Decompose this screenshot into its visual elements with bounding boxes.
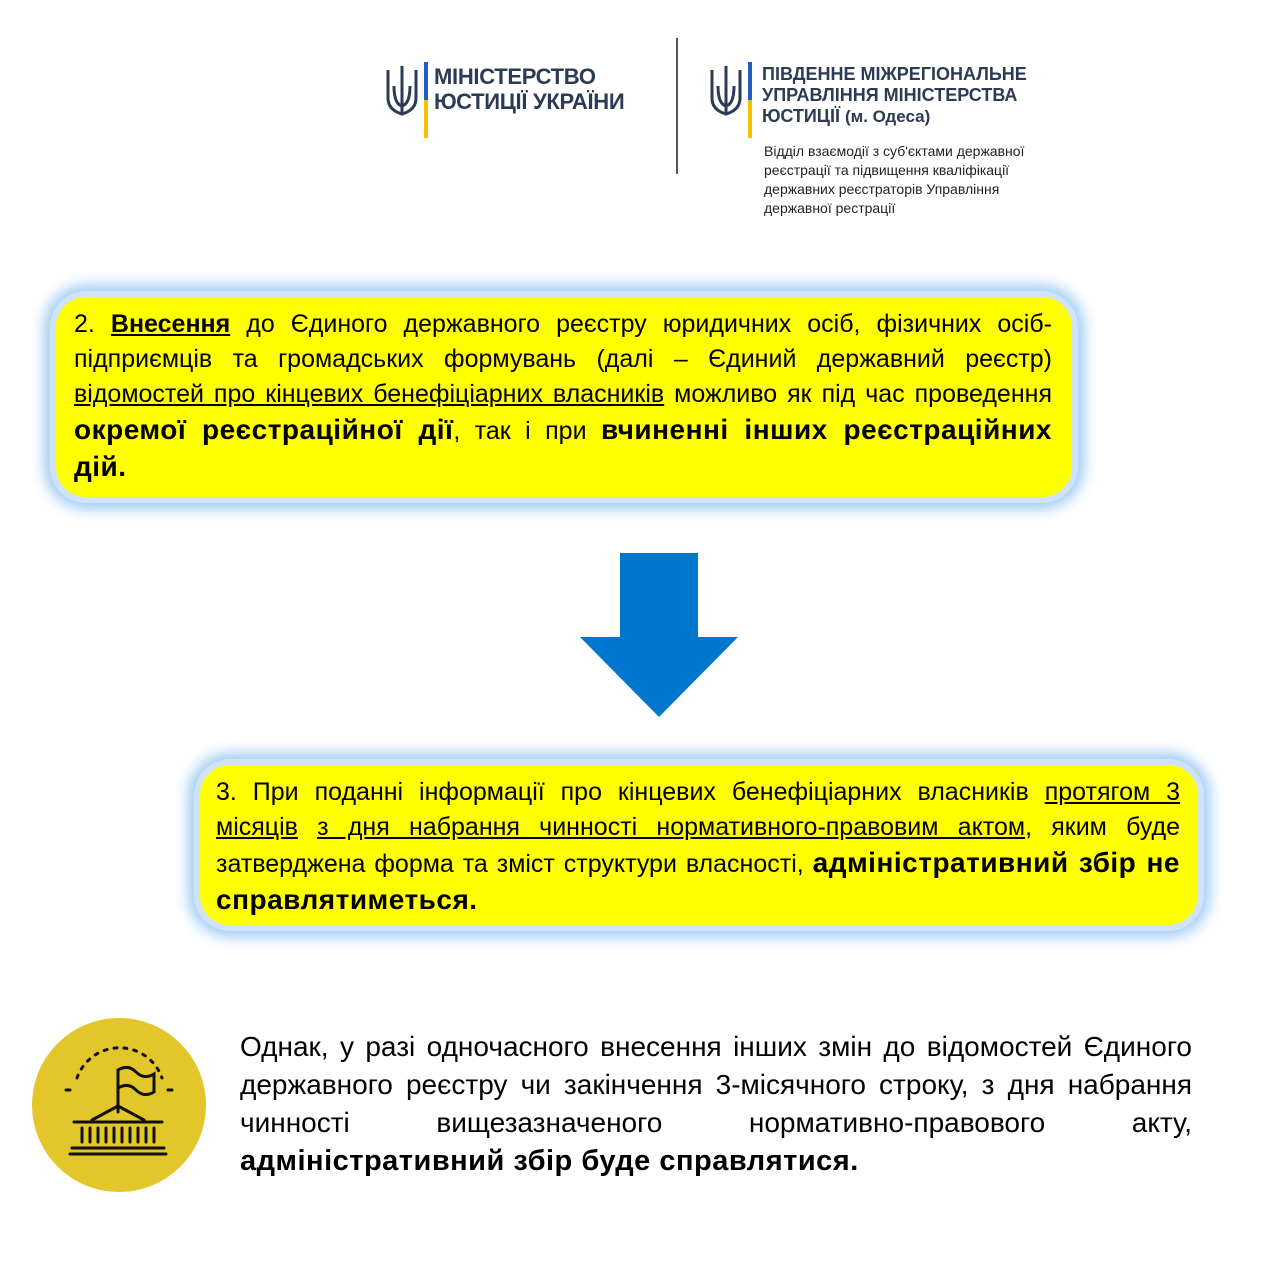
ministry-name [434,64,624,114]
ministry-line-2: ЮСТИЦІЇ УКРАЇНИ [434,89,625,114]
department-line-4: державної рестрації [764,200,896,216]
info-card-3 [200,765,1198,925]
card1-text-1: до Єдиного державного реєстру юридичних осіб, фізичних осіб-підприємців та громадських формувань (далі – Єдиний державний реєстр) [74,310,1053,373]
card1-text-2: можливо як під час проведення [674,380,1052,408]
card2-text-1: 3. При поданні інформації про кінцевих бенефіціарних власників [216,778,1029,806]
icon-circle [32,1018,206,1192]
footer-text [240,1028,1192,1180]
ministry-logo [384,62,654,142]
card1-bold-2: вчиненні інших реєстраційних дій. [74,414,1052,482]
footer-bold: адміністративний збір буде справлятися. [240,1145,859,1177]
government-building-icon [32,1018,206,1192]
office-name [762,64,1027,127]
office-line-3: ЮСТИЦІЇ [762,106,840,126]
department-line-3: державних реєстраторів Управління [764,181,1000,197]
department-line-2: реєстрації та підвищення кваліфікації [764,162,1010,178]
trident-icon [384,64,420,120]
header-divider [676,38,678,174]
card2-term-period: протягом 3 місяців [216,778,1181,841]
department-name [764,142,1084,218]
card2-effective-date: з дня набрання чинності нормативного-правовим актом [317,813,1026,841]
department-line-1: Відділ взаємодії з суб'єктами державної [764,143,1025,159]
info-card-2 [56,297,1072,497]
card2-number: 2. [74,310,95,338]
card2-text-2: , яким буде затверджена форма та зміст структури власності, [216,813,1180,878]
term-entry: Внесення [110,310,231,338]
ministry-line-1: МІНІСТЕРСТВО [434,64,596,89]
trident-icon [708,64,744,120]
office-line-2: УПРАВЛІННЯ МІНІСТЕРСТВА [762,85,1018,105]
office-city: (м. Одеса) [844,107,931,126]
card1-bold-1: окремої реєстраційної дії [74,414,454,445]
card1-text-3: , так і при [453,417,587,445]
regional-office-logo [708,62,1088,222]
office-line-1: ПІВДЕННЕ МІЖРЕГІОНАЛЬНЕ [762,64,1027,84]
footer-text-body: Однак, у разі одночасного внесення інших змін до відомостей Єдиного державного реєстру чи закінчення 3-місячного строку, з дня набрання чинності вищезазначеного нормативно-правового акту, [240,1031,1192,1138]
card2-bold: адміністративний збір не справлятиметься. [216,847,1180,915]
arrow-down-icon [580,553,738,717]
beneficiary-info-link: відомостей про кінцевих бенефіціарних власників [74,380,665,408]
